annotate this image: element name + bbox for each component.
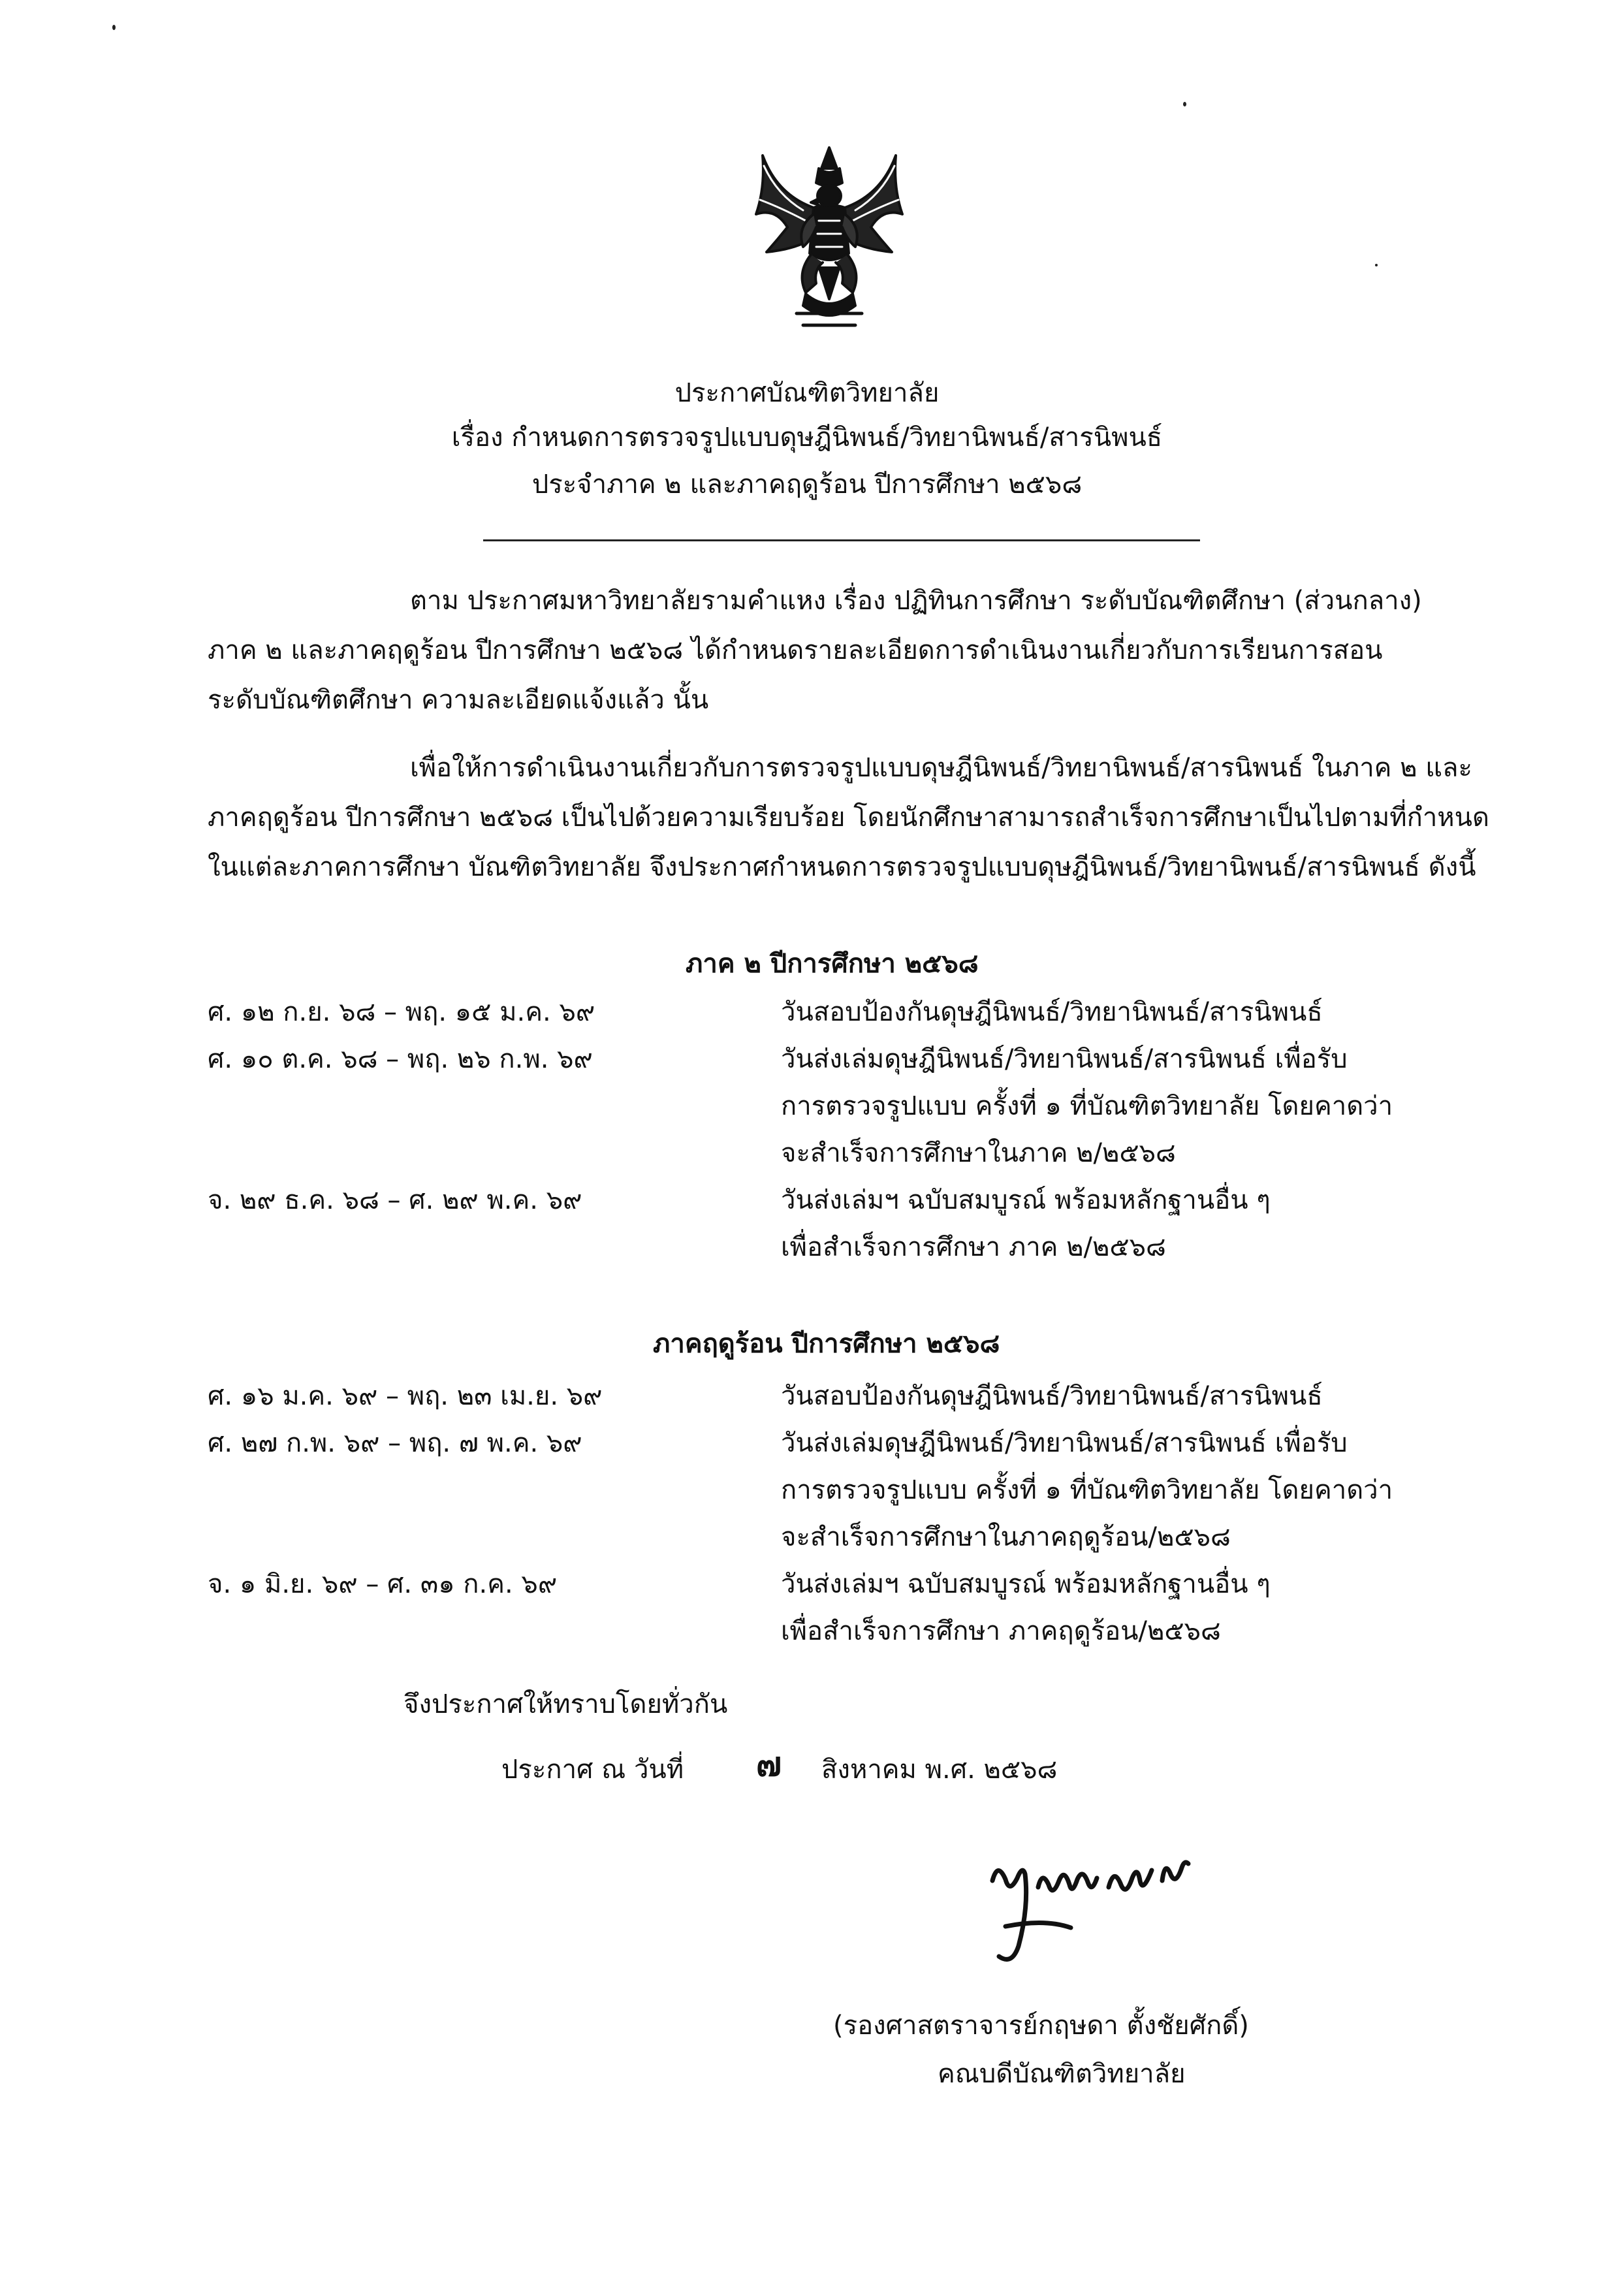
schedule-description: วันส่งเล่มดุษฎีนิพนธ์/วิทยานิพนธ์/สารนิพนธ์ เพื่อรับ	[781, 1428, 1348, 1458]
schedule-description: เพื่อสำเร็จการศึกษา ภาคฤดูร้อน/๒๕๖๘	[781, 1616, 1221, 1646]
schedule-date: ศ. ๒๗ ก.พ. ๖๙ – พฤ. ๗ พ.ค. ๖๙	[208, 1428, 582, 1458]
scan-speck	[112, 25, 116, 30]
schedule-description: วันสอบป้องกันดุษฎีนิพนธ์/วิทยานิพนธ์/สารนิพนธ์	[781, 997, 1323, 1027]
handwritten-signature	[966, 1842, 1241, 1972]
closing-notice: จึงประกาศให้ทราบโดยทั่วกัน	[404, 1689, 728, 1719]
schedule-description: วันส่งเล่มดุษฎีนิพนธ์/วิทยานิพนธ์/สารนิพนธ์ เพื่อรับ	[781, 1044, 1348, 1074]
summer-heading: ภาคฤดูร้อน ปีการศึกษา ๒๕๖๘	[653, 1329, 1000, 1359]
schedule-description: การตรวจรูปแบบ ครั้งที่ ๑ ที่บัณฑิตวิทยาลัย โดยคาดว่า	[781, 1091, 1393, 1121]
header-divider	[483, 539, 1200, 541]
announce-date-suffix: สิงหาคม พ.ศ. ๒๕๖๘	[821, 1755, 1058, 1785]
semester-2-heading: ภาค ๒ ปีการศึกษา ๒๕๖๘	[686, 949, 979, 979]
schedule-description: จะสำเร็จการศึกษาในภาคฤดูร้อน/๒๕๖๘	[781, 1522, 1231, 1552]
paragraph-line: ระดับบัณฑิตศึกษา ความละเอียดแจ้งแล้ว นั้น	[208, 685, 709, 715]
announce-date-prefix: ประกาศ ณ วันที่	[501, 1755, 684, 1785]
schedule-date: ศ. ๑๐ ต.ค. ๖๘ – พฤ. ๒๖ ก.พ. ๖๙	[208, 1044, 593, 1074]
paragraph-line: ในแต่ละภาคการศึกษา บัณฑิตวิทยาลัย จึงประกาศกำหนดการตรวจรูปแบบดุษฎีนิพนธ์/วิทยานิพนธ์/สารนิพนธ์ ดังนี้	[208, 852, 1476, 882]
paragraph-line: ตาม ประกาศมหาวิทยาลัยรามคำแหง เรื่อง ปฏิทินการศึกษา ระดับบัณฑิตศึกษา (ส่วนกลาง)	[410, 586, 1422, 616]
scan-speck	[1375, 264, 1378, 266]
schedule-date: ศ. ๑๖ ม.ค. ๖๙ – พฤ. ๒๓ เม.ย. ๖๙	[208, 1381, 603, 1411]
signatory-position: คณบดีบัณฑิตวิทยาลัย	[938, 2059, 1186, 2089]
schedule-description: เพื่อสำเร็จการศึกษา ภาค ๒/๒๕๖๘	[781, 1232, 1166, 1262]
schedule-date: ศ. ๑๒ ก.ย. ๖๘ – พฤ. ๑๕ ม.ค. ๖๙	[208, 997, 595, 1027]
announce-day: ๗	[756, 1745, 782, 1784]
schedule-description: วันส่งเล่มฯ ฉบับสมบูรณ์ พร้อมหลักฐานอื่น ๆ	[781, 1185, 1271, 1215]
schedule-description: การตรวจรูปแบบ ครั้งที่ ๑ ที่บัณฑิตวิทยาลัย โดยคาดว่า	[781, 1475, 1393, 1505]
schedule-date: จ. ๑ มิ.ย. ๖๙ – ศ. ๓๑ ก.ค. ๖๙	[208, 1569, 558, 1599]
schedule-description: วันสอบป้องกันดุษฎีนิพนธ์/วิทยานิพนธ์/สารนิพนธ์	[781, 1381, 1323, 1411]
paragraph-purpose	[208, 743, 1487, 892]
schedule-description: จะสำเร็จการศึกษาในภาค ๒/๒๕๖๘	[781, 1138, 1176, 1168]
paragraph-line: ภาค ๒ และภาคฤดูร้อน ปีการศึกษา ๒๕๖๘ ได้กำหนดรายละเอียดการดำเนินงานเกี่ยวกับการเรียนการสอน	[208, 635, 1383, 665]
schedule-description: วันส่งเล่มฯ ฉบับสมบูรณ์ พร้อมหลักฐานอื่น ๆ	[781, 1569, 1271, 1599]
garuda-emblem-icon	[751, 142, 908, 338]
scan-speck	[1183, 102, 1186, 106]
announcement-subject: เรื่อง กำหนดการตรวจรูปแบบดุษฎีนิพนธ์/วิทยานิพนธ์/สารนิพนธ์	[451, 423, 1163, 453]
signatory-name: (รองศาสตราจารย์กฤษดา ตั้งชัยศักดิ์)	[833, 2011, 1249, 2041]
paragraph-line: ภาคฤดูร้อน ปีการศึกษา ๒๕๖๘ เป็นไปด้วยความเรียบร้อย โดยนักศึกษาสามารถสำเร็จการศึกษาเป็นไปตามที่กำหนด	[208, 803, 1489, 833]
paragraph-reference	[208, 576, 1487, 725]
schedule-date: จ. ๒๙ ธ.ค. ๖๘ – ศ. ๒๙ พ.ค. ๖๙	[208, 1185, 582, 1215]
announcement-title: ประกาศบัณฑิตวิทยาลัย	[674, 378, 940, 408]
announcement-term: ประจำภาค ๒ และภาคฤดูร้อน ปีการศึกษา ๒๕๖๘	[531, 470, 1083, 500]
paragraph-line: เพื่อให้การดำเนินงานเกี่ยวกับการตรวจรูปแบบดุษฎีนิพนธ์/วิทยานิพนธ์/สารนิพนธ์ ในภาค ๒ และ	[410, 753, 1473, 783]
